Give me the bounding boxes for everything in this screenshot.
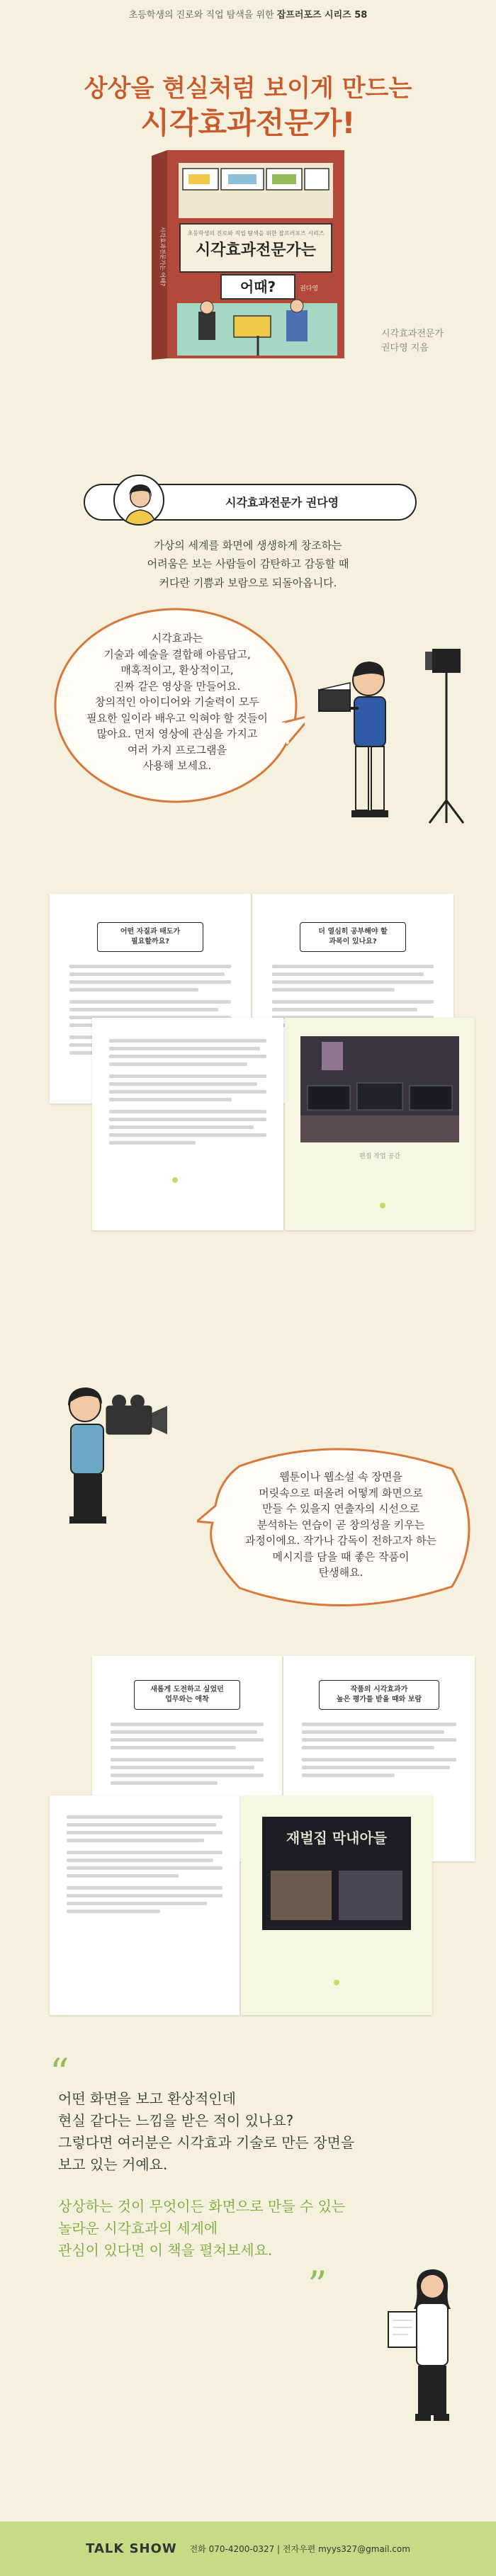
speech-bubble-2: [197, 1438, 480, 1615]
bubble-1-line: 사용해 보세요.: [142, 759, 212, 772]
intro-line: 가상의 세계를 화면에 생생하게 창조하는: [154, 539, 342, 552]
author-avatar: [113, 475, 164, 526]
bubble-2-line: 웹툰이나 웹소설 속 장면을: [279, 1470, 402, 1483]
director-figure: [305, 637, 489, 836]
bubble-1-line: 필요한 일이라 배우고 익혀야 할 것들이: [86, 711, 268, 725]
author-caption: [381, 327, 444, 355]
reader-figure: [383, 2259, 482, 2436]
book-title: 시각효과전문가는: [195, 242, 317, 259]
spread-1-right-title-line: 더 열심히 공부해야 할: [318, 928, 388, 936]
book-author: 권다영: [299, 285, 319, 293]
spread-2-left-title-line: 업무와는 애착: [165, 1696, 209, 1703]
headline-line1: 상상을 현실처럼 보이게 만드는: [84, 74, 412, 103]
publisher-logo: TALK SHOW: [86, 2541, 177, 2556]
spread-2-right-title-line: 높은 평가를 받을 때와 보람: [336, 1696, 422, 1703]
bubble-1-line: 매혹적이고, 환상적이고,: [120, 664, 234, 676]
open-quote-mark: “: [50, 2050, 69, 2095]
drama-still-photo: [262, 1817, 411, 1930]
bubble-2-line: 메시지를 담을 때 좋은 작품이: [272, 1550, 410, 1563]
series-name: 잡프러포즈 시리즈 58: [276, 10, 368, 21]
camera-operator-illustration: [43, 1371, 184, 1548]
bubble-2-line: 머릿속으로 떠올려 어떻게 화면으로: [259, 1486, 423, 1499]
book-subtitle: 초등학생의 진로와 직업 탐색을 위한 잡프러포즈 시리즈: [187, 230, 325, 237]
bubble-1-line: 시각효과는: [151, 632, 203, 645]
footer-content: [0, 2541, 496, 2556]
speech-bubble-1: [50, 602, 305, 815]
author-caption-job: 시각효과전문가: [381, 329, 444, 339]
book-title-2: 어때?: [239, 278, 276, 295]
spread-1-right-title: [300, 922, 406, 952]
spread-1-right-title-line: 과목이 있나요?: [329, 938, 377, 946]
closing-highlight-line: 놀라운 시각효과의 세계에: [58, 2220, 218, 2237]
closing-line: 현실 같다는 느낌을 받은 적이 있나요?: [58, 2112, 294, 2129]
spread-2-left-title: [134, 1680, 240, 1710]
studio-light-icon: [432, 649, 461, 673]
bubble-2-line: 탄생해요.: [318, 1566, 363, 1579]
drama-title-text: 재벌집 막내아들: [286, 1829, 388, 1846]
spread-2b-right-page: [241, 1795, 432, 2015]
spread-1b-right-page: [285, 1018, 475, 1230]
bubble-2-line: 과정이에요. 작가나 감독이 전하고자 하는: [244, 1534, 437, 1547]
book-spine: 시각효과전문가는 어때?: [159, 226, 166, 287]
closing-highlight-line: 관심이 있다면 이 책을 펼쳐보세요.: [58, 2242, 273, 2259]
author-caption-name: 권다영 지음: [381, 342, 429, 353]
publisher-contact: 전화 070-4200-0327 | 전자우편 myys327@gmail.com: [189, 2544, 410, 2554]
intro-line: 커다란 기쁨과 보람으로 되돌아옵니다.: [159, 576, 337, 589]
paper-icon: [388, 2312, 417, 2347]
bubble-2-line: 만들 수 있을지 연출자의 시선으로: [262, 1502, 419, 1515]
director-illustration: [305, 637, 489, 836]
closing-highlight-line: 상상하는 것이 무엇이든 화면으로 만들 수 있는: [58, 2198, 346, 2215]
bubble-1-line: 기술과 예술을 결합해 아름답고,: [103, 647, 251, 661]
bubble-1-line: 진짜 같은 영상을 만들어요.: [113, 679, 241, 693]
reader-illustration: [383, 2259, 482, 2436]
closing-line: 그렇다면 여러분은 시각효과 기술로 만든 장면을: [58, 2134, 355, 2151]
bubble-1-line: 많아요. 먼저 영상에 관심을 가지고: [96, 727, 258, 740]
book-cover: [152, 150, 344, 360]
book-cover-illustration: [152, 150, 344, 360]
spread-1-left-title-line: 필요할까요?: [130, 938, 170, 946]
closing-line: 어떤 화면을 보고 환상적인데: [58, 2090, 236, 2107]
book-spread-2b: [50, 1795, 432, 2015]
spread-2-right-title: [319, 1680, 439, 1710]
series-label: [0, 7, 496, 21]
spread-2b-left-page: [50, 1795, 239, 2015]
bubble-2-line: 분석하는 연습이 곧 창의성을 키우는: [257, 1518, 425, 1531]
editing-room-photo: [300, 1036, 459, 1142]
author-badge-label: 시각효과전문가 권다영: [225, 496, 339, 509]
spread-1b-photo-caption: 편집 작업 공간: [359, 1153, 400, 1160]
spread-1b-left-page: [92, 1018, 283, 1230]
camera-operator-figure: [43, 1371, 184, 1548]
closing-paragraph: [58, 2088, 377, 2262]
closing-line: 보고 있는 거예요.: [58, 2156, 168, 2173]
video-camera-icon: [106, 1406, 152, 1434]
spread-2-left-title-line: 새롭게 도전하고 싶었던: [150, 1686, 224, 1693]
close-quote-mark: ”: [308, 2263, 327, 2308]
spread-1-left-title-line: 어떤 자질과 태도가: [120, 928, 181, 936]
headline-line2: 시각효과전문가!: [140, 106, 356, 140]
bubble-1-line: 여러 가지 프로그램을: [128, 743, 227, 756]
bubble-1-line: 창의적인 아이디어와 기술력이 모두: [95, 696, 259, 708]
spread-1-left-title: [97, 922, 203, 952]
series-prefix: 초등학생의 진로와 직업 탐색을 위한: [128, 10, 277, 21]
spread-2-right-title-line: 작품의 시각효과가: [350, 1686, 408, 1693]
intro-paragraph: [0, 536, 496, 592]
intro-line: 어려움은 보는 사람들이 감탄하고 감동할 때: [147, 557, 349, 571]
clapperboard-icon: [319, 690, 350, 711]
book-spread-1b: [92, 1018, 475, 1230]
